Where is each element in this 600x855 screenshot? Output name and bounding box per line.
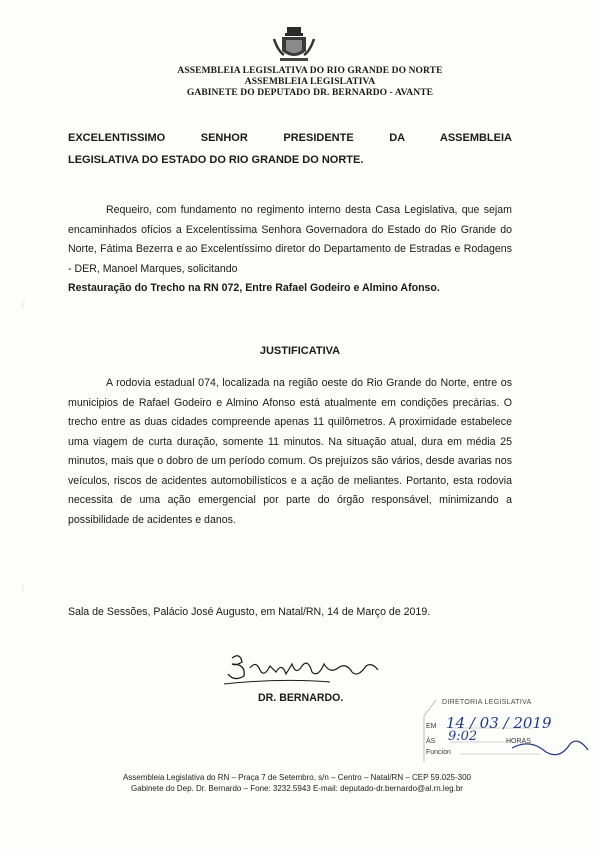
letterhead bbox=[0, 66, 600, 99]
stamp-em-label: EM bbox=[426, 723, 437, 730]
coat-of-arms-icon bbox=[272, 25, 316, 65]
footer-address: Assembleia Legislativa do RN – Praça 7 de Setembro, s/n – Centro – Natal/RN – CEP 59.025-300 bbox=[122, 773, 472, 782]
justification-title: JUSTIFICATIVA bbox=[259, 345, 341, 357]
addressee-line-1: EXCELENTISSIMO SENHOR PRESIDENTE DA ASSEMBLEIA bbox=[68, 132, 512, 144]
addressee-line-2: LEGISLATIVA DO ESTADO DO RIO GRANDE DO NORTE. bbox=[68, 154, 364, 166]
footer-contact: Gabinete do Dep. Dr. Bernardo – Fone: 3232.5943 E-mail: deputado-dr.bernardo@al.rn.leg.br bbox=[131, 784, 463, 793]
closing-line: Sala de Sessões, Palácio José Augusto, em Natal/RN, 14 de Março de 2019. bbox=[68, 606, 431, 618]
punch-hole-mark bbox=[22, 300, 31, 310]
request-paragraph bbox=[68, 201, 512, 299]
stamp-date: 14 / 03 / 2019 bbox=[446, 714, 552, 732]
addressee bbox=[68, 127, 512, 171]
stamp-as-label: ÀS bbox=[426, 738, 436, 745]
justification-text: A rodovia estadual 074, localizada na região oeste do Rio Grande do Norte, entre os municipios de Rafael Godeiro e Almino Afonso está atualmente em condições precárias. O trecho entre as duas cidades compreende apenas 11 quilômetros. A proximidade estabelece uma viagem de curta duração, somente 11 minutos. Na situação atual, dura em média 25 minutos, mais que o dobro de um período comum. Os prejuízos são vários, desde avarias nos veículos, riscos de acidentes automobilísticos e a ação de meliantes. Portanto, esta rodovia necessita de uma ação emergencial por parte do órgão responsável, minimizando a possibilidade de acidentes e danos. bbox=[68, 377, 512, 526]
handwritten-signature bbox=[220, 648, 390, 690]
stamp-title: DIRETORIA LEGISLATIVA bbox=[442, 699, 532, 706]
punch-hole-mark bbox=[22, 584, 31, 594]
request-subject: Restauração do Trecho na RN 072, Entre Rafael Godeiro e Almino Afonso. bbox=[68, 282, 440, 294]
justification-paragraph bbox=[68, 374, 512, 530]
stamp-time: 9:02 bbox=[448, 729, 478, 744]
letterhead-line-1: ASSEMBLEIA LEGISLATIVA DO RIO GRANDE DO NORTE bbox=[177, 66, 443, 76]
signer-name: DR. BERNARDO. bbox=[258, 692, 344, 704]
request-text: Requeiro, com fundamento no regimento interno desta Casa Legislativa, que sejam encaminhados ofícios a Excelentíssima Senhora Governadora do Estado do Rio Grande do Norte, Fátima Bezerra e ao Excelentíssimo diretor do Departamento de Estradas e Rodagens - DER, Manoel Marques, solicitando bbox=[68, 204, 512, 275]
stamp-func-label: Funcion bbox=[426, 749, 451, 756]
footer bbox=[0, 772, 600, 794]
letterhead-line-2: ASSEMBLEIA LEGISLATIVA bbox=[244, 77, 376, 87]
stamp-hours-label: HORAS bbox=[506, 738, 531, 745]
letterhead-line-3: GABINETE DO DEPUTADO DR. BERNARDO - AVANTE bbox=[186, 88, 434, 98]
